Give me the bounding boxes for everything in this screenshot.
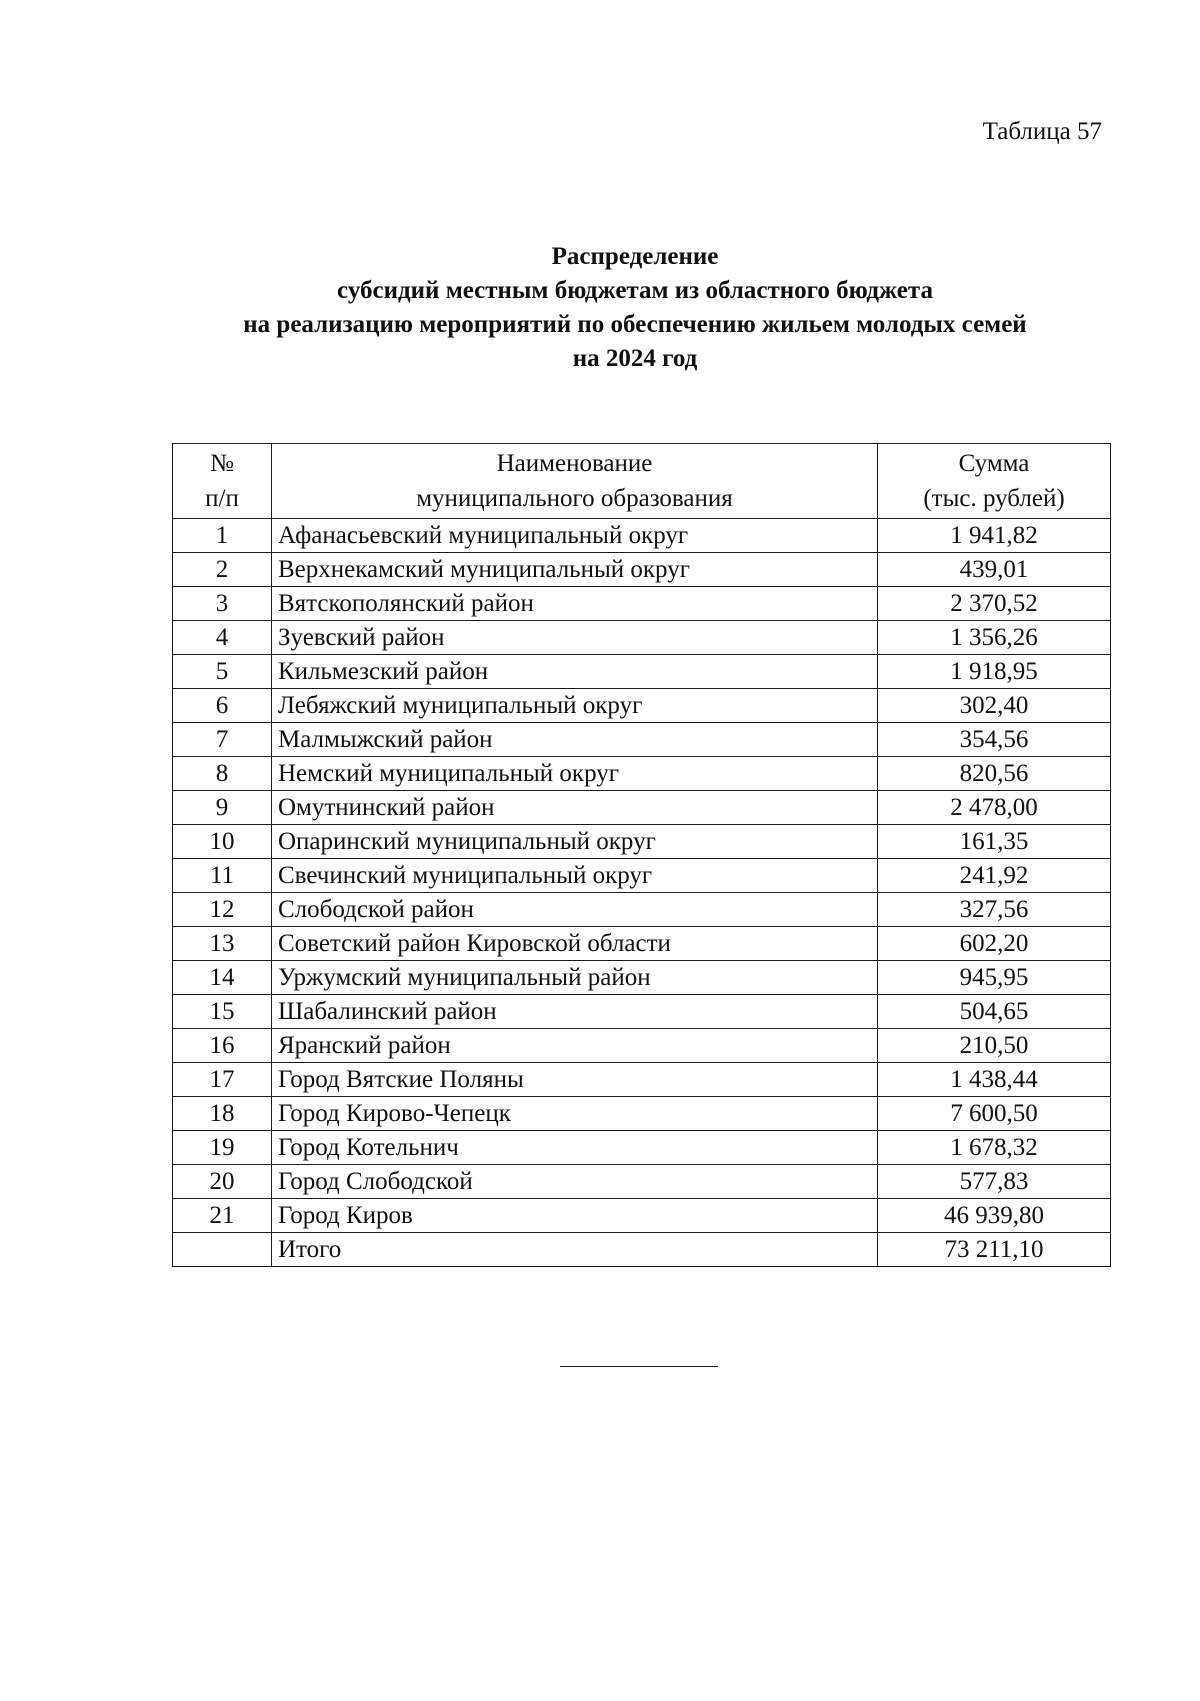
row-sum: 210,50 [878,1029,1111,1063]
row-sum: 945,95 [878,961,1111,995]
row-number: 11 [173,859,272,893]
row-number: 18 [173,1097,272,1131]
header-sum-line: Сумма [958,450,1030,477]
table-row [173,893,1111,927]
row-sum: 820,56 [878,757,1111,791]
row-name: Слободской район [272,893,878,927]
row-sum: 7 600,50 [878,1097,1111,1131]
row-sum: 1 438,44 [878,1063,1111,1097]
row-name: Зуевский район [272,621,878,655]
table-row [173,1131,1111,1165]
row-sum: 1 918,95 [878,655,1111,689]
table-row [173,927,1111,961]
row-sum: 354,56 [878,723,1111,757]
header-number-line: п/п [205,485,239,512]
title-line: Распределение [551,243,719,270]
row-sum: 602,20 [878,927,1111,961]
row-name: Омутнинский район [272,791,878,825]
row-name: Лебяжский муниципальный округ [272,689,878,723]
row-sum: 2 478,00 [878,791,1111,825]
table-body [173,519,1111,1267]
table-row [173,1063,1111,1097]
row-sum: 161,35 [878,825,1111,859]
total-row [173,1233,1111,1267]
row-number: 20 [173,1165,272,1199]
row-sum: 1 941,82 [878,519,1111,553]
header-number-line: № [210,450,234,477]
table-row [173,723,1111,757]
table-row [173,553,1111,587]
row-name: Свечинский муниципальный округ [272,859,878,893]
row-name: Яранский район [272,1029,878,1063]
header-sum [878,444,1111,519]
header-number [173,444,272,519]
document-title [150,240,1120,376]
table-row [173,1165,1111,1199]
table-row [173,689,1111,723]
row-name: Верхнекамский муниципальный округ [272,553,878,587]
title-line: на реализацию мероприятий по обеспечению жильем молодых семей [243,311,1027,338]
table-row [173,757,1111,791]
row-name: Город Слободской [272,1165,878,1199]
row-number: 6 [173,689,272,723]
row-number: 14 [173,961,272,995]
table-row [173,791,1111,825]
table-row [173,825,1111,859]
row-sum: 1 678,32 [878,1131,1111,1165]
row-name: Немский муниципальный округ [272,757,878,791]
row-number: 9 [173,791,272,825]
table-row [173,995,1111,1029]
total-label: Итого [272,1233,878,1267]
row-name: Малмыжский район [272,723,878,757]
row-name: Кильмезский район [272,655,878,689]
distribution-table [172,443,1111,1267]
row-number: 19 [173,1131,272,1165]
row-sum: 577,83 [878,1165,1111,1199]
table-row [173,519,1111,553]
row-number: 13 [173,927,272,961]
row-number: 5 [173,655,272,689]
row-sum: 302,40 [878,689,1111,723]
row-name: Вятскополянский район [272,587,878,621]
row-number: 12 [173,893,272,927]
table-row [173,1199,1111,1233]
header-name [272,444,878,519]
table-row [173,621,1111,655]
table-row [173,655,1111,689]
row-number: 2 [173,553,272,587]
row-number: 10 [173,825,272,859]
row-name: Афанасьевский муниципальный округ [272,519,878,553]
row-sum: 241,92 [878,859,1111,893]
row-sum: 46 939,80 [878,1199,1111,1233]
row-name: Шабалинский район [272,995,878,1029]
row-sum: 504,65 [878,995,1111,1029]
table-row [173,1029,1111,1063]
row-number: 15 [173,995,272,1029]
row-number: 4 [173,621,272,655]
row-name: Город Киров [272,1199,878,1233]
row-number: 7 [173,723,272,757]
title-line: на 2024 год [572,345,698,372]
row-number: 16 [173,1029,272,1063]
row-number: 1 [173,519,272,553]
row-number: 3 [173,587,272,621]
table-number: Таблица 57 [982,118,1102,145]
row-sum: 2 370,52 [878,587,1111,621]
header-sum-line: (тыс. рублей) [923,485,1065,512]
table-row [173,587,1111,621]
total-sum: 73 211,10 [878,1233,1111,1267]
row-name: Город Вятские Поляны [272,1063,878,1097]
row-name: Уржумский муниципальный район [272,961,878,995]
total-number [173,1233,272,1267]
title-line: субсидий местным бюджетам из областного бюджета [337,277,933,304]
row-name: Советский район Кировской области [272,927,878,961]
table-row [173,859,1111,893]
table-row [173,961,1111,995]
end-rule-divider [560,1366,718,1367]
row-name: Город Котельнич [272,1131,878,1165]
row-sum: 439,01 [878,553,1111,587]
row-sum: 1 356,26 [878,621,1111,655]
header-name-line: муниципального образования [416,485,733,512]
row-number: 8 [173,757,272,791]
table-row [173,1097,1111,1131]
header-name-line: Наименование [496,450,653,477]
row-sum: 327,56 [878,893,1111,927]
row-name: Опаринский муниципальный округ [272,825,878,859]
row-number: 21 [173,1199,272,1233]
table-header-row [173,444,1111,519]
row-number: 17 [173,1063,272,1097]
row-name: Город Кирово-Чепецк [272,1097,878,1131]
